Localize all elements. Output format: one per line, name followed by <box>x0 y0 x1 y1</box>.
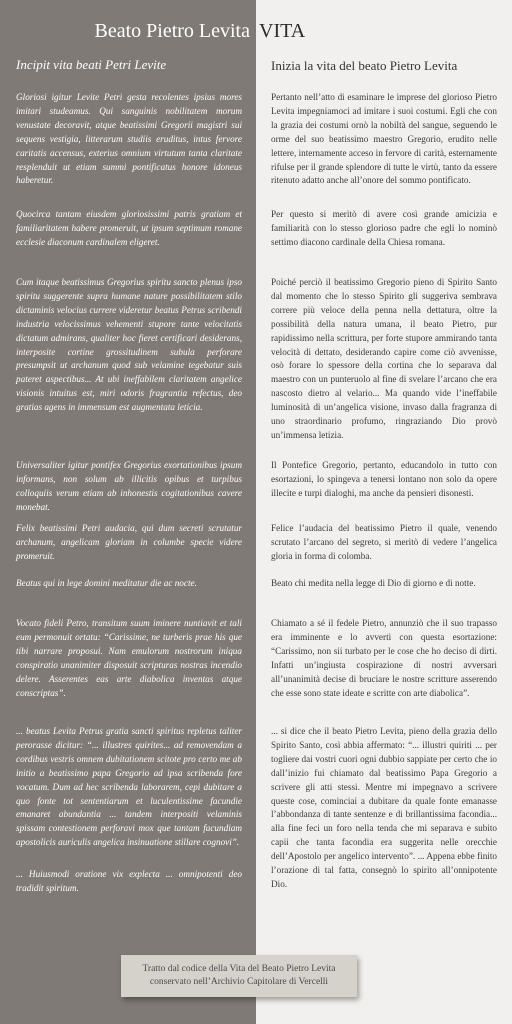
latin-paragraph: ... beatus Levita Petrus gratia sancti spiritus repletus taliter perorasse dicitur: “... illustres quirites... ad removendam a cordibus vestris omnem dubitationem scitote pro certo me ab initio a beatissimo papa Gregorio ad ipsa scribenda fore vocatum. Dum ad hec scribenda laborarem, cepi dubitare a quo fonte tot sententiarum et luculentissime facundie emanaret abundantia ... tandem interpositi velaminis spissam contestionem perforavi mox que tantam facundiam apostolicis auriculis angelica insinuatione stillare cognovi”. <box>16 726 242 848</box>
latin-paragraph: Beatus qui in lege domini meditatur die ac nocte. <box>16 578 197 588</box>
latin-paragraph: Quocirca tantam eiusdem gloriosissimi patris gratiam et familiaritatem habere promeruit, ut ipsum septimum romane ecclesie diaconum cardinalem eligeret. <box>16 209 242 247</box>
latin-paragraph: Vocato fideli Petro, transitum suum iminere nuntiavit et tali eum permonuit ortatu: “Carissime, ne turberis prae his que tibi narrare proposui. Nam emulorum nostrorum iniqua conspiratio unanimiter disposuit scripturas nostras incendio delere. Asserentes eas arte diabolica inventas atque conscriptas”. <box>16 618 242 698</box>
italian-heading: Inizia la vita del beato Pietro Levita <box>271 58 458 73</box>
italian-paragraph: ... si dice che il beato Pietro Levita, pieno della grazia dello Spirito Santo, così abbia affermato: “... illustri quiriti ... per togliere dai vostri cuori ogni dubbio sappiate per certo che io dall’inizio fui chiamato dal beatissimo Papa Gregorio a scrivere gli atti stessi. Mentre mi impegnavo a scrivere queste cose, cominciai a dubitare da quale fonte emanasse l’abbondanza di tante sentenze e di brillantissima facondia... alla fine feci un foro nella tenda che mi separava e subito capii che tanta facondia era suggerita nelle orecchie dell’Apostolo per angelico intervento”. ... Appena ebbe finito l’orazione di tal fatta, consegnò lo spirito all’onnipotente Dio. <box>271 726 497 889</box>
latin-paragraph: Universaliter igitur pontifex Gregorius exortationibus ipsum informans, non solum ab illicitis opibus et turpibus colloquiis verum etiam ab inhonestis cogitationibus cavere monebat. <box>16 460 242 512</box>
italian-paragraph: Felice l’audacia del beatissimo Pietro il quale, venendo scrutato l’arcano del segreto, si meritò di vedere l’angelica gloria in forma di colomba. <box>271 523 497 561</box>
latin-paragraph: ... Huiusmodi oratione vix explecta ... omnipotenti deo tradidit spiritum. <box>16 869 242 893</box>
latin-paragraph: Felix beatissimi Petri audacia, qui dum secreti scrutatur archanum, angelicam gloriam in columbe specie videre promeruit. <box>16 523 242 561</box>
title-right: VITA <box>259 20 306 42</box>
italian-paragraph: Chiamato a sé il fedele Pietro, annunziò che il suo trapasso era imminente e lo avvertì con questa esortazione: “Carissimo, non sii turbato per le cose che ho deciso di dirti. Infatti un’ingiusta cospirazione di nostri avversari all’unanimità decise di bruciare le nostre scritture asserendo che esse sono state ideate e scritte con arte diabolica”. <box>271 618 497 698</box>
italian-paragraph: Per questo si meritò di avere così grande amicizia e familiarità con lo stesso glorioso padre che egli lo nominò settimo diacono cardinale della Chiesa romana. <box>271 209 497 247</box>
italian-paragraph: Poiché perciò il beatissimo Gregorio pieno di Spirito Santo dal momento che lo stesso Spirito gli suggeriva sembrava correre più veloce della penna nella dettatura, oltre la possibilità della natura umana, il beato Pietro, pur rapidissimo nella scrittura, per forte stupore ammirando tanta velocità di dettato, desiderando capire come ciò avvenisse, osò forare lo spessore della cortina che lo separava dal maestro con un punteruolo al fine di svelare l’arcano che era nascosto dietro al velario... Ma quando vide l’ineffabile luminosità di un’angelica visione, invaso dalla fragranza di uno straordinario profumo, ringraziando Dio provò un’immensa letizia. <box>271 277 497 440</box>
source-caption-box <box>121 955 357 997</box>
latin-paragraph: Gloriosi igitur Levite Petri gesta recolentes ipsius mores imitari studeamus. Qui sanguinis nobilitatem morum venustate decoravit, atque beatissimi Gregorii magistri sui sequens vestigia, litterarum studiis eruditus, intus fervore caritatis accensus, exterius omnium virtutum tanta claritate resplenduit ut etiam summi pontificatus honore idoneus haberetur. <box>16 92 242 186</box>
latin-heading: Incipit vita beati Petri Levite <box>16 57 167 72</box>
latin-paragraph: Cum itaque beatissimus Gregorius spiritu sancto plenus ipso spiritu suggerente supra humane nature possibilitatem stilo dictaminis velocius currere videretur beatus Petrus scribendi industria velocissimus vehementi stupore tante velocitatis dictatum admirans, qualiter hoc fieret certificari desiderans, interposite cortine grossitudinem subula perforare presumpsit ut archanum quod sub velamine tegebatur suis pateret aspectibus... At ubi ineffabilem claritatem angelice visionis intuitus est, miri odoris fragrantia refectus, deo gratias agens in immensum est augmentata leticia. <box>16 277 242 413</box>
caption-line-1: Tratto dal codice della Vita del Beato Pietro Levita <box>142 964 336 974</box>
page-title <box>0 20 512 50</box>
italian-paragraph: Beato chi medita nella legge di Dio di giorno e di notte. <box>271 578 476 588</box>
italian-paragraph: Il Pontefice Gregorio, pertanto, educandolo in tutto con esortazioni, lo spingeva a tenersi lontano non solo da opere illecite e turpi dialoghi, ma anche da pensieri disonesti. <box>271 460 497 498</box>
italian-paragraph: Pertanto nell’atto di esaminare le imprese del glorioso Pietro Levita impegniamoci ad imitare i suoi costumi. Egli che con la grazia dei costumi ornò la nobiltà del sangue, seguendo le orme del suo beatissimo maestro Gregorio, erudito nelle lettere, internamente acceso in fervore di carità, esternamente rifulse per il grande splendore di tutte le virtù, tanto da essere ritenuto adatto anche all’onore del sommo pontificato. <box>271 92 497 186</box>
caption-line-2: conservato nell’Archivio Capitolare di Vercelli <box>149 977 329 987</box>
title-left: Beato Pietro Levita <box>94 20 250 42</box>
